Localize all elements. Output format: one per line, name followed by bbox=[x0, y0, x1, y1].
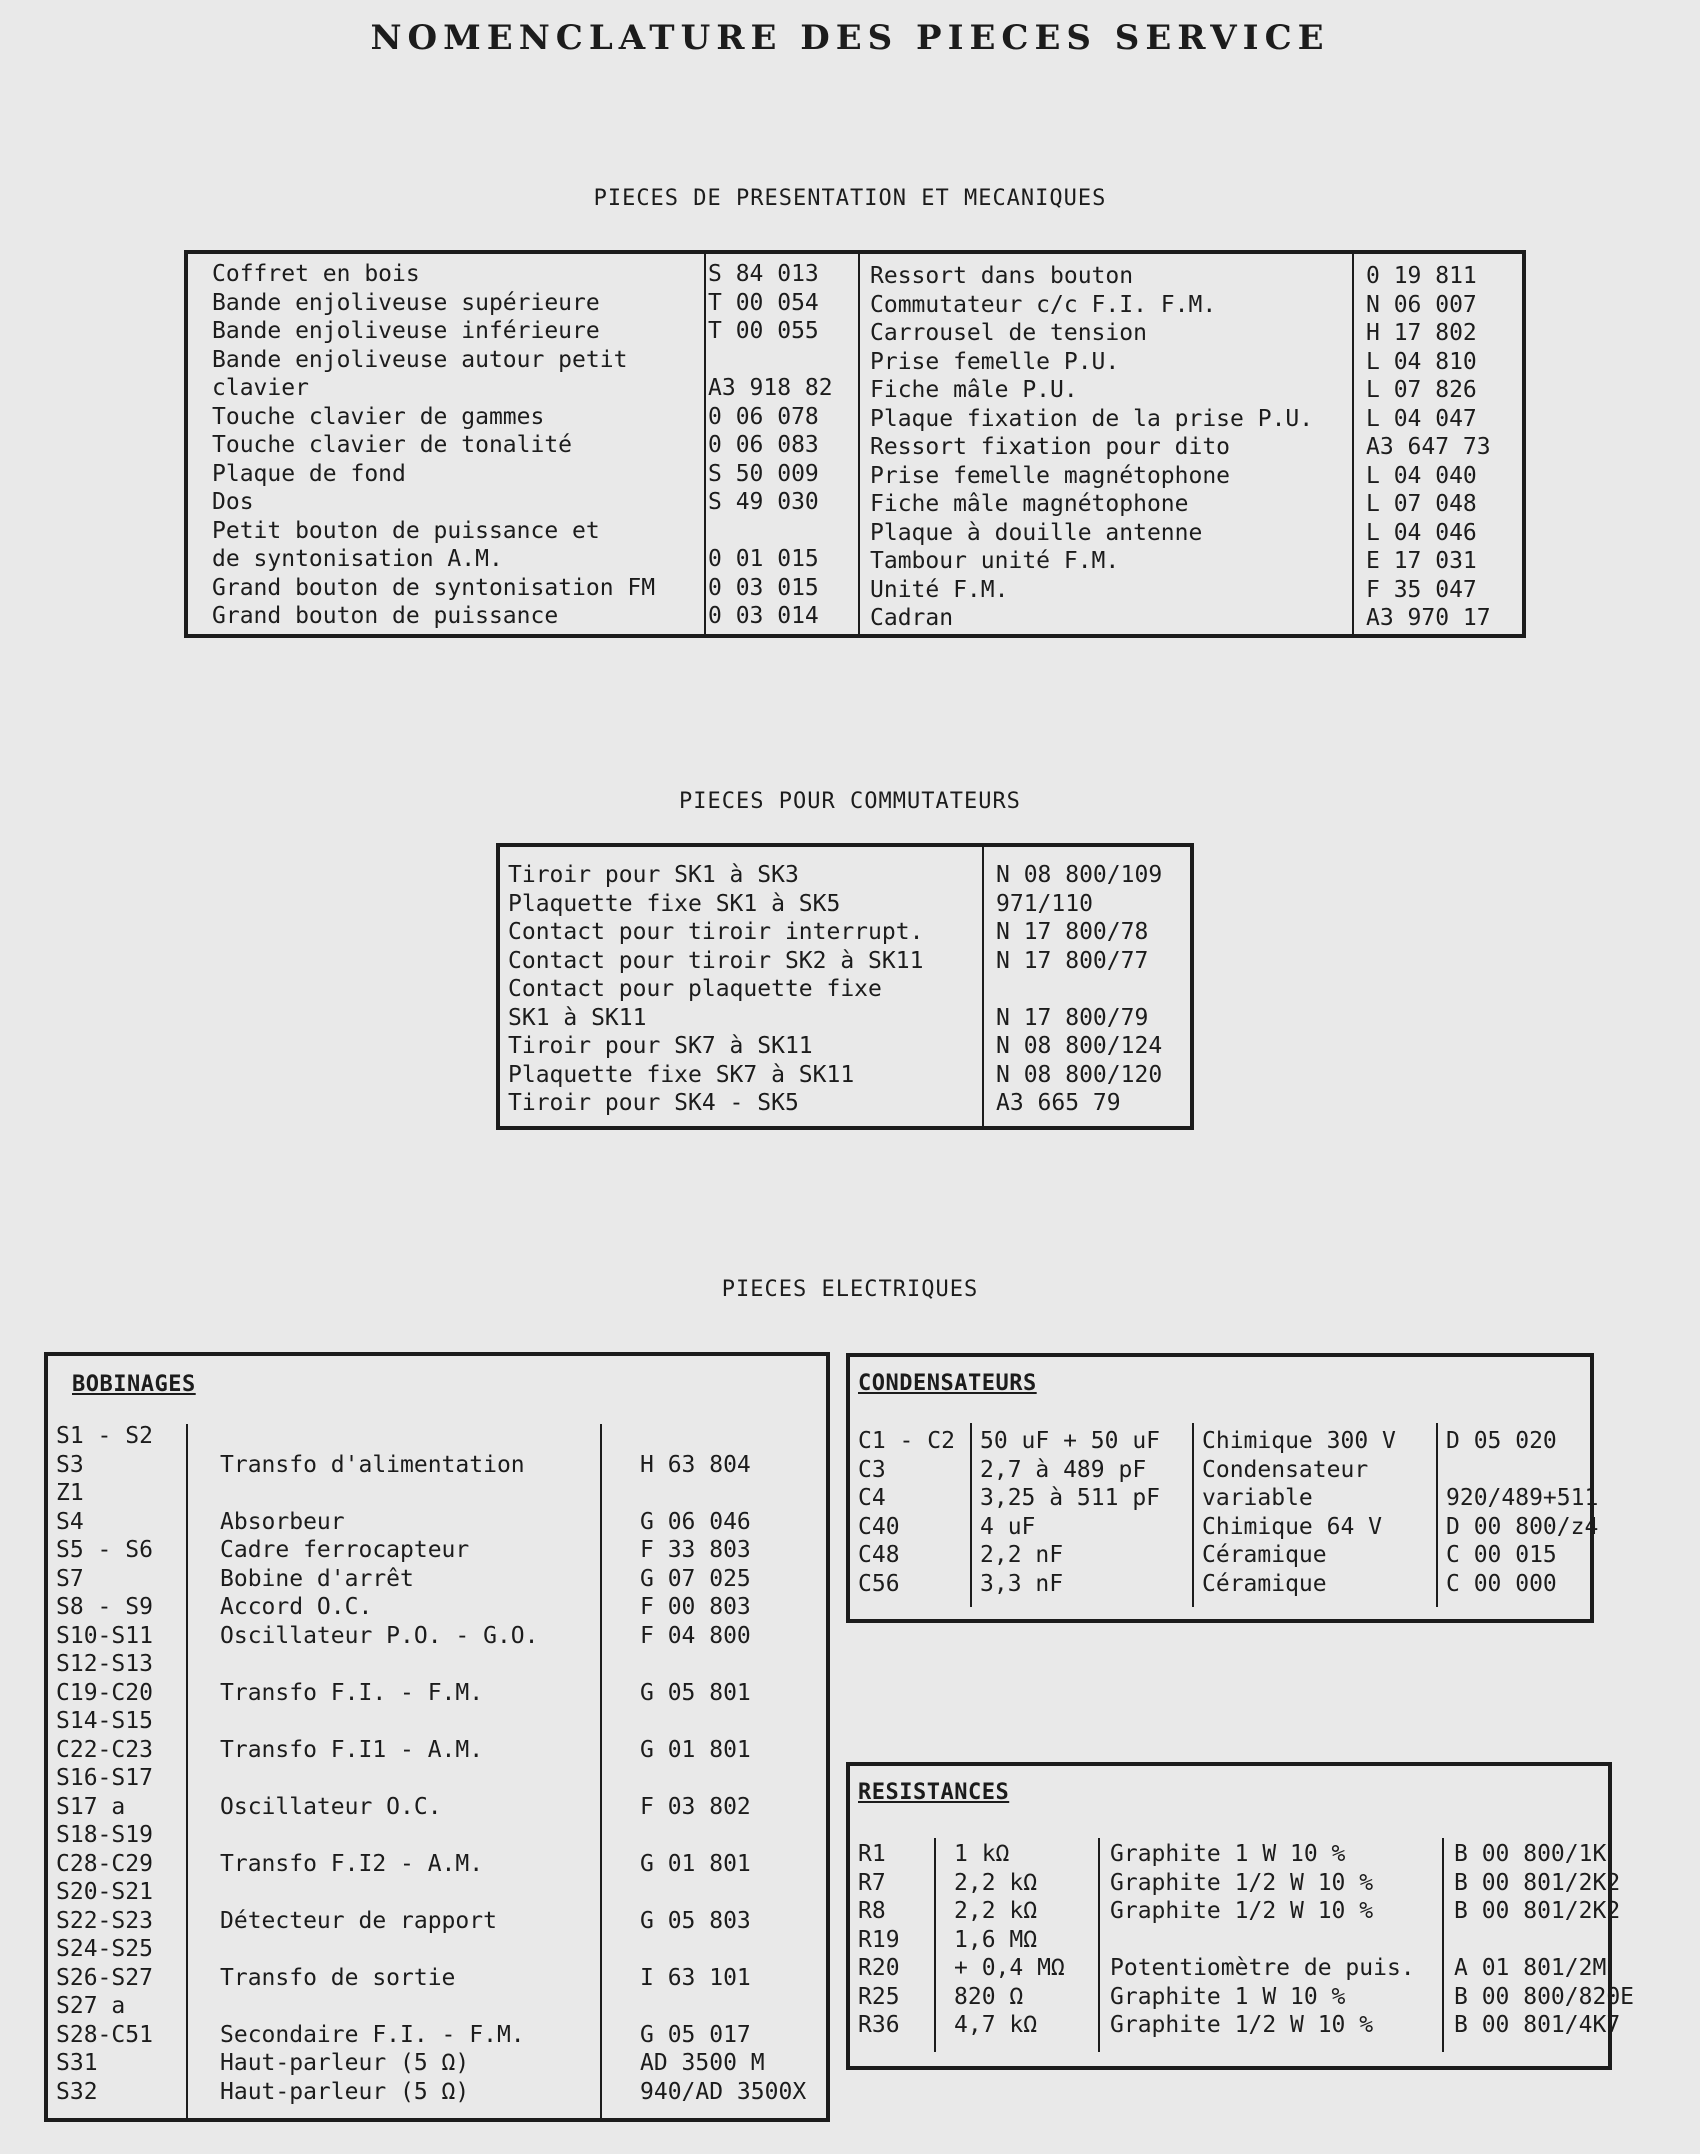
condensateurs-row-cell-2: variable bbox=[1202, 1485, 1313, 1511]
condensateurs-row-cell-2: Céramique bbox=[1202, 1570, 1327, 1597]
bobinages-row-cell-0: S14-S15 bbox=[56, 1708, 153, 1734]
commutateurs-row-cell-1: N 17 800/79 bbox=[996, 1004, 1149, 1031]
resistances-row-cell-0: R1 bbox=[858, 1841, 886, 1867]
presentation-left-row-cell-1: T 00 055 bbox=[708, 318, 819, 344]
commutateurs-row-cell-1: N 08 800/120 bbox=[996, 1061, 1163, 1088]
presentation-right-row-cell-1: A3 647 73 bbox=[1366, 434, 1491, 460]
bobinages-row-cell-0: S27 a bbox=[56, 1993, 126, 2019]
presentation-left-row-cell-0: Touche clavier de tonalité bbox=[212, 432, 573, 458]
bobinages-row-cell-0: S26-S27 bbox=[56, 1964, 153, 1991]
presentation-right-row-cell-1: N 06 007 bbox=[1366, 291, 1477, 318]
resistances-table bbox=[846, 1762, 1635, 2070]
resistances-row bbox=[850, 2011, 1621, 2040]
bobinages-row-cell-1: Transfo F.I2 - A.M. bbox=[220, 1850, 484, 1877]
bobinages-row-cell-1: Haut-parleur (5 Ω) bbox=[220, 2078, 470, 2105]
presentation-left-row-cell-0: Bande enjoliveuse inférieure bbox=[212, 318, 600, 344]
condensateurs-row-cell-2: Chimique 300 V bbox=[1202, 1428, 1396, 1454]
commutateurs-row-cell-0: Contact pour plaquette fixe bbox=[508, 976, 882, 1002]
presentation-right-row bbox=[188, 576, 1522, 605]
presentation-left-row-cell-0: Dos bbox=[212, 489, 254, 515]
presentation-right-row-cell-0: Commutateur c/c F.I. F.M. bbox=[870, 291, 1217, 318]
bobinages-row-cell-1: Haut-parleur (5 Ω) bbox=[220, 2050, 470, 2076]
bobinages-row bbox=[48, 1479, 826, 1508]
bobinages-row-cell-1: Oscillateur P.O. - G.O. bbox=[220, 1622, 539, 1649]
presentation-right-row-cell-1: L 07 826 bbox=[1366, 377, 1477, 403]
bobinages-row bbox=[48, 1878, 826, 1907]
resistances-row-cell-0: R20 bbox=[858, 1955, 900, 1981]
presentation-left-row-cell-0: Touche clavier de gammes bbox=[212, 403, 545, 430]
bobinages-row-cell-0: Z1 bbox=[56, 1480, 84, 1506]
resistances-row-cell-0: R19 bbox=[858, 1926, 900, 1953]
commutateurs-row bbox=[500, 1061, 1190, 1090]
resistances-row-cell-3: B 00 801/2K2 bbox=[1454, 1869, 1621, 1896]
condensateurs-row-cell-3: D 00 800/z4 bbox=[1446, 1513, 1599, 1540]
condensateurs-row bbox=[850, 1484, 1599, 1513]
bobinages-row-cell-1: Transfo F.I1 - A.M. bbox=[220, 1736, 484, 1763]
resistances-row-cell-1: 820 Ω bbox=[954, 1983, 1024, 2010]
resistances-row-cell-0: R36 bbox=[858, 2012, 900, 2038]
commutateurs-row-cell-1: N 08 800/109 bbox=[996, 862, 1163, 888]
commutateurs-row bbox=[500, 918, 1190, 947]
presentation-left-row-cell-0: Petit bouton de puissance et bbox=[212, 517, 600, 544]
bobinages-row bbox=[48, 1736, 826, 1765]
commutateurs-row bbox=[500, 1004, 1190, 1033]
bobinages-row bbox=[48, 1508, 826, 1537]
presentation-left-row-cell-0: Plaque de fond bbox=[212, 460, 406, 487]
condensateurs-row bbox=[850, 1570, 1590, 1599]
presentation-left-row-cell-1: S 50 009 bbox=[708, 460, 819, 487]
commutateurs-row-cell-0: Tiroir pour SK1 à SK3 bbox=[508, 862, 799, 888]
condensateurs-row-cell-2: Céramique bbox=[1202, 1542, 1327, 1568]
commutateurs-row-cell-0: Tiroir pour SK7 à SK11 bbox=[508, 1033, 813, 1059]
bobinages-row bbox=[48, 1650, 826, 1679]
presentation-right-row-cell-0: Prise femelle magnétophone bbox=[870, 462, 1231, 489]
resistances-row-cell-1: 1 kΩ bbox=[954, 1841, 1010, 1867]
bobinages-row-cell-2: G 05 017 bbox=[640, 2021, 751, 2048]
bobinages-row-cell-2: I 63 101 bbox=[640, 1964, 751, 1991]
presentation-right-row-cell-1: 0 19 811 bbox=[1366, 263, 1477, 289]
presentation-right-row bbox=[188, 291, 1522, 320]
presentation-left-row-cell-0: Grand bouton de puissance bbox=[212, 603, 559, 629]
presentation-left-row-cell-0: Bande enjoliveuse autour petit bbox=[212, 346, 628, 373]
presentation-left-row-cell-0: Bande enjoliveuse supérieure bbox=[212, 289, 600, 316]
presentation-right-row bbox=[188, 376, 1522, 405]
presentation-right-row-cell-0: Fiche mâle magnétophone bbox=[870, 491, 1189, 517]
bobinages-row bbox=[48, 1964, 826, 1993]
presentation-right-row bbox=[188, 490, 1522, 519]
presentation-right-row bbox=[188, 433, 1522, 462]
resistances-row-cell-3: B 00 800/1K bbox=[1454, 1841, 1607, 1867]
bobinages-row-cell-0: S32 bbox=[56, 2078, 98, 2105]
presentation-left-row-cell-0: Coffret en bois bbox=[212, 261, 420, 287]
presentation-right-row-cell-1: L 04 040 bbox=[1366, 462, 1477, 489]
presentation-right-row-cell-0: Ressort dans bouton bbox=[870, 263, 1134, 289]
bobinages-row-cell-2: H 63 804 bbox=[640, 1451, 751, 1478]
condensateurs-row-cell-1: 3,3 nF bbox=[980, 1570, 1064, 1597]
condensateurs-row-cell-0: C3 bbox=[858, 1456, 886, 1483]
condensateurs-row-cell-3: C 00 000 bbox=[1446, 1570, 1557, 1597]
bobinages-row bbox=[48, 1821, 826, 1850]
presentation-right-row bbox=[188, 348, 1522, 377]
condensateurs-row-cell-2: Chimique 64 V bbox=[1202, 1513, 1383, 1540]
commutateurs-row-cell-1: N 17 800/78 bbox=[996, 919, 1149, 945]
presentation-right-row-cell-0: Fiche mâle P.U. bbox=[870, 377, 1078, 403]
bobinages-row bbox=[48, 1422, 826, 1451]
resistances-row-cell-2: Graphite 1 W 10 % bbox=[1110, 1841, 1346, 1867]
page-title: NOMENCLATURE DES PIECES SERVICE bbox=[370, 18, 1330, 58]
presentation-right-row-cell-0: Plaque à douille antenne bbox=[870, 519, 1203, 546]
presentation-left-row-cell-0: de syntonisation A.M. bbox=[212, 546, 503, 572]
resistances-row-cell-2: Potentiomètre de puis. bbox=[1110, 1955, 1415, 1981]
bobinages-row-cell-1: Transfo de sortie bbox=[220, 1964, 456, 1991]
resistances-row-cell-3: B 00 801/4K7 bbox=[1454, 2012, 1621, 2038]
bobinages-row-cell-2: F 04 800 bbox=[640, 1622, 751, 1649]
resistances-row bbox=[850, 1897, 1621, 1926]
bobinages-row-cell-2: G 07 025 bbox=[640, 1565, 751, 1592]
bobinages-row-cell-2: F 33 803 bbox=[640, 1537, 751, 1563]
bobinages-row-cell-2: F 00 803 bbox=[640, 1594, 751, 1620]
presentation-right-row bbox=[188, 462, 1522, 491]
presentation-right-row bbox=[188, 319, 1522, 348]
resistances-row-cell-1: 4,7 kΩ bbox=[954, 2012, 1038, 2038]
bobinages-row-cell-0: S3 bbox=[56, 1451, 84, 1478]
commutateurs-row-cell-0: Plaquette fixe SK7 à SK11 bbox=[508, 1061, 855, 1088]
resistances-row-cell-0: R7 bbox=[858, 1869, 886, 1896]
presentation-right-row bbox=[188, 262, 1522, 291]
presentation-right-row-cell-1: L 04 047 bbox=[1366, 405, 1477, 432]
bobinages-row-cell-0: S18-S19 bbox=[56, 1822, 153, 1848]
presentation-left-row-cell-1: 0 01 015 bbox=[708, 546, 819, 572]
bobinages-row-cell-2: G 05 803 bbox=[640, 1907, 751, 1934]
resistances-row-cell-1: 2,2 kΩ bbox=[954, 1898, 1038, 1924]
commutateurs-row-cell-0: Plaquette fixe SK1 à SK5 bbox=[508, 890, 841, 917]
bobinages-row-cell-0: S16-S17 bbox=[56, 1765, 153, 1791]
bobinages-row-cell-0: S5 - S6 bbox=[56, 1537, 153, 1563]
bobinages-row-cell-1: Bobine d'arrêt bbox=[220, 1565, 414, 1592]
condensateurs-row-cell-0: C56 bbox=[858, 1570, 900, 1597]
resistances-row bbox=[850, 1954, 1608, 1983]
resistances-row-cell-0: R25 bbox=[858, 1983, 900, 2010]
bobinages-row-cell-0: S31 bbox=[56, 2050, 98, 2076]
presentation-left-row-cell-1: S 49 030 bbox=[708, 489, 819, 515]
bobinages-table bbox=[44, 1352, 830, 2122]
condensateurs-label: CONDENSATEURS bbox=[858, 1371, 1037, 1396]
condensateurs-row-cell-0: C40 bbox=[858, 1513, 900, 1540]
presentation-right-row-cell-0: Tambour unité F.M. bbox=[870, 548, 1120, 574]
bobinages-row bbox=[48, 1565, 826, 1594]
bobinages-row-cell-1: Oscillateur O.C. bbox=[220, 1793, 442, 1820]
bobinages-row-cell-2: F 03 802 bbox=[640, 1793, 751, 1820]
presentation-right-row bbox=[188, 519, 1522, 548]
resistances-row-cell-2: Graphite 1/2 W 10 % bbox=[1110, 1869, 1374, 1896]
resistances-row-cell-1: + 0,4 MΩ bbox=[954, 1955, 1065, 1981]
condensateurs-row-cell-1: 50 uF + 50 uF bbox=[980, 1428, 1161, 1454]
resistances-row-cell-1: 2,2 kΩ bbox=[954, 1869, 1038, 1896]
presentation-left-row-cell-1: 0 03 015 bbox=[708, 574, 819, 601]
bobinages-row bbox=[48, 1850, 826, 1879]
condensateurs-row-cell-0: C4 bbox=[858, 1485, 886, 1511]
bobinages-row-cell-2: G 01 801 bbox=[640, 1736, 751, 1763]
presentation-right-row-cell-1: L 04 046 bbox=[1366, 519, 1477, 546]
bobinages-row-cell-0: S12-S13 bbox=[56, 1651, 153, 1677]
bobinages-row-cell-1: Absorbeur bbox=[220, 1508, 345, 1535]
commutateurs-row-cell-1: N 17 800/77 bbox=[996, 947, 1149, 974]
resistances-row bbox=[850, 1983, 1635, 2012]
commutateurs-row-cell-0: SK1 à SK11 bbox=[508, 1004, 647, 1031]
bobinages-row-cell-2: AD 3500 M bbox=[640, 2050, 765, 2076]
resistances-row-cell-0: R8 bbox=[858, 1898, 886, 1924]
commutateurs-row bbox=[500, 947, 1190, 976]
resistances-row-cell-3: B 00 801/2K2 bbox=[1454, 1898, 1621, 1924]
resistances-row-cell-2: Graphite 1 W 10 % bbox=[1110, 1983, 1346, 2010]
commutateurs-row-cell-0: Contact pour tiroir interrupt. bbox=[508, 919, 924, 945]
bobinages-row-cell-0: S20-S21 bbox=[56, 1879, 153, 1905]
condensateurs-row-cell-1: 4 uF bbox=[980, 1513, 1036, 1540]
bobinages-row bbox=[48, 1679, 826, 1708]
commutateurs-row bbox=[500, 890, 1190, 919]
bobinages-row bbox=[48, 2049, 826, 2078]
presentation-left-row-cell-1: 0 06 078 bbox=[708, 403, 819, 430]
presentation-right-row-cell-1: L 07 048 bbox=[1366, 491, 1477, 517]
bobinages-row-cell-0: S22-S23 bbox=[56, 1907, 153, 1934]
presentation-left-row-cell-0: clavier bbox=[212, 375, 309, 401]
bobinages-row-cell-0: S17 a bbox=[56, 1793, 126, 1820]
bobinages-row-cell-1: Secondaire F.I. - F.M. bbox=[220, 2021, 525, 2048]
condensateurs-row bbox=[850, 1541, 1590, 1570]
bobinages-row bbox=[48, 1451, 826, 1480]
commutateurs-table bbox=[496, 843, 1194, 1130]
bobinages-row-cell-0: C22-C23 bbox=[56, 1736, 153, 1763]
bobinages-row bbox=[48, 2078, 826, 2107]
presentation-right-row bbox=[188, 604, 1522, 633]
presentation-left-row-cell-1: 0 06 083 bbox=[708, 432, 819, 458]
presentation-heading: PIECES DE PRESENTATION ET MECANIQUES bbox=[593, 186, 1107, 211]
bobinages-row-cell-0: S28-C51 bbox=[56, 2021, 153, 2048]
bobinages-row-cell-2: 940/AD 3500X bbox=[640, 2078, 807, 2105]
condensateurs-row-cell-3: C 00 015 bbox=[1446, 1542, 1557, 1568]
presentation-table bbox=[184, 250, 1526, 638]
resistances-row-cell-1: 1,6 MΩ bbox=[954, 1926, 1038, 1953]
condensateurs-row-cell-0: C1 - C2 bbox=[858, 1428, 955, 1454]
resistances-row-cell-3: A 01 801/2M bbox=[1454, 1955, 1607, 1981]
condensateurs-row-cell-0: C48 bbox=[858, 1542, 900, 1568]
bobinages-row-cell-0: S7 bbox=[56, 1565, 84, 1592]
condensateurs-row-cell-3: 920/489+511 bbox=[1446, 1485, 1599, 1511]
bobinages-row-cell-1: Transfo F.I. - F.M. bbox=[220, 1679, 484, 1706]
commutateurs-row bbox=[500, 1089, 1190, 1118]
bobinages-row-cell-0: S10-S11 bbox=[56, 1622, 153, 1649]
bobinages-row-cell-0: S1 - S2 bbox=[56, 1423, 153, 1449]
bobinages-row bbox=[48, 1593, 826, 1622]
bobinages-row-cell-0: S4 bbox=[56, 1508, 84, 1535]
condensateurs-row bbox=[850, 1513, 1599, 1542]
presentation-left-row-cell-0: Grand bouton de syntonisation FM bbox=[212, 574, 656, 601]
resistances-row bbox=[850, 1926, 1608, 1955]
bobinages-row bbox=[48, 1707, 826, 1736]
presentation-left-row-cell-1: A3 918 82 bbox=[708, 375, 833, 401]
presentation-left-row-cell-1: T 00 054 bbox=[708, 289, 819, 316]
bobinages-row bbox=[48, 1622, 826, 1651]
condensateurs-row-cell-2: Condensateur bbox=[1202, 1456, 1369, 1483]
condensateurs-table bbox=[846, 1353, 1599, 1623]
bobinages-row-cell-0: C19-C20 bbox=[56, 1679, 153, 1706]
condensateurs-row-cell-3: D 05 020 bbox=[1446, 1428, 1557, 1454]
presentation-right-row-cell-0: Ressort fixation pour dito bbox=[870, 434, 1231, 460]
condensateurs-row bbox=[850, 1456, 1590, 1485]
commutateurs-row-cell-1: A3 665 79 bbox=[996, 1090, 1121, 1116]
bobinages-row-cell-1: Détecteur de rapport bbox=[220, 1907, 497, 1934]
electriques-heading: PIECES ELECTRIQUES bbox=[721, 1277, 979, 1302]
presentation-right-row-cell-1: E 17 031 bbox=[1366, 548, 1477, 574]
bobinages-row-cell-0: S24-S25 bbox=[56, 1936, 153, 1962]
commutateurs-row bbox=[500, 1032, 1190, 1061]
presentation-right-row-cell-0: Carrousel de tension bbox=[870, 320, 1147, 346]
bobinages-row-cell-1: Accord O.C. bbox=[220, 1594, 373, 1620]
presentation-right-row-cell-1: A3 970 17 bbox=[1366, 605, 1491, 631]
resistances-label: RESISTANCES bbox=[858, 1780, 1010, 1805]
resistances-row-cell-2: Graphite 1/2 W 10 % bbox=[1110, 1898, 1374, 1924]
bobinages-row bbox=[48, 1793, 826, 1822]
commutateurs-row-cell-1: N 08 800/124 bbox=[996, 1033, 1163, 1059]
bobinages-row bbox=[48, 1536, 826, 1565]
resistances-row-cell-2: Graphite 1/2 W 10 % bbox=[1110, 2012, 1374, 2038]
condensateurs-row bbox=[850, 1427, 1590, 1456]
commutateurs-row bbox=[500, 861, 1190, 890]
presentation-right-row-cell-0: Cadran bbox=[870, 605, 954, 631]
bobinages-row-cell-2: G 01 801 bbox=[640, 1850, 751, 1877]
presentation-right-row bbox=[188, 547, 1522, 576]
bobinages-row-cell-0: S8 - S9 bbox=[56, 1594, 153, 1620]
bobinages-row-cell-0: C28-C29 bbox=[56, 1850, 153, 1877]
presentation-left-row-cell-1: 0 03 014 bbox=[708, 603, 819, 629]
bobinages-row bbox=[48, 1992, 826, 2021]
commutateurs-row bbox=[500, 975, 1190, 1004]
condensateurs-row-cell-1: 2,2 nF bbox=[980, 1542, 1064, 1568]
presentation-left-row-cell-1: S 84 013 bbox=[708, 261, 819, 287]
bobinages-row-cell-1: Transfo d'alimentation bbox=[220, 1451, 525, 1478]
bobinages-row-cell-2: G 06 046 bbox=[640, 1508, 751, 1535]
resistances-row bbox=[850, 1869, 1621, 1898]
resistances-row bbox=[850, 1840, 1608, 1869]
bobinages-row-cell-2: G 05 801 bbox=[640, 1679, 751, 1706]
presentation-right-row-cell-0: Unité F.M. bbox=[870, 576, 1009, 603]
presentation-right-row-cell-1: L 04 810 bbox=[1366, 348, 1477, 375]
condensateurs-row-cell-1: 3,25 à 511 pF bbox=[980, 1485, 1161, 1511]
bobinages-row bbox=[48, 2021, 826, 2050]
commutateurs-row-cell-0: Tiroir pour SK4 - SK5 bbox=[508, 1090, 799, 1116]
commutateurs-heading: PIECES POUR COMMUTATEURS bbox=[679, 789, 1021, 814]
bobinages-row bbox=[48, 1764, 826, 1793]
presentation-right-row bbox=[188, 405, 1522, 434]
bobinages-row bbox=[48, 1935, 826, 1964]
presentation-right-row-cell-1: F 35 047 bbox=[1366, 576, 1477, 603]
bobinages-row bbox=[48, 1907, 826, 1936]
condensateurs-row-cell-1: 2,7 à 489 pF bbox=[980, 1456, 1147, 1483]
presentation-right-row-cell-0: Prise femelle P.U. bbox=[870, 348, 1120, 375]
bobinages-row-cell-1: Cadre ferrocapteur bbox=[220, 1537, 470, 1563]
bobinages-label: BOBINAGES bbox=[72, 1372, 196, 1397]
presentation-right-row-cell-1: H 17 802 bbox=[1366, 320, 1477, 346]
presentation-right-row-cell-0: Plaque fixation de la prise P.U. bbox=[870, 405, 1314, 432]
commutateurs-row-cell-0: Contact pour tiroir SK2 à SK11 bbox=[508, 947, 924, 974]
resistances-row-cell-3: B 00 800/820E bbox=[1454, 1983, 1635, 2010]
commutateurs-row-cell-1: 971/110 bbox=[996, 890, 1093, 917]
